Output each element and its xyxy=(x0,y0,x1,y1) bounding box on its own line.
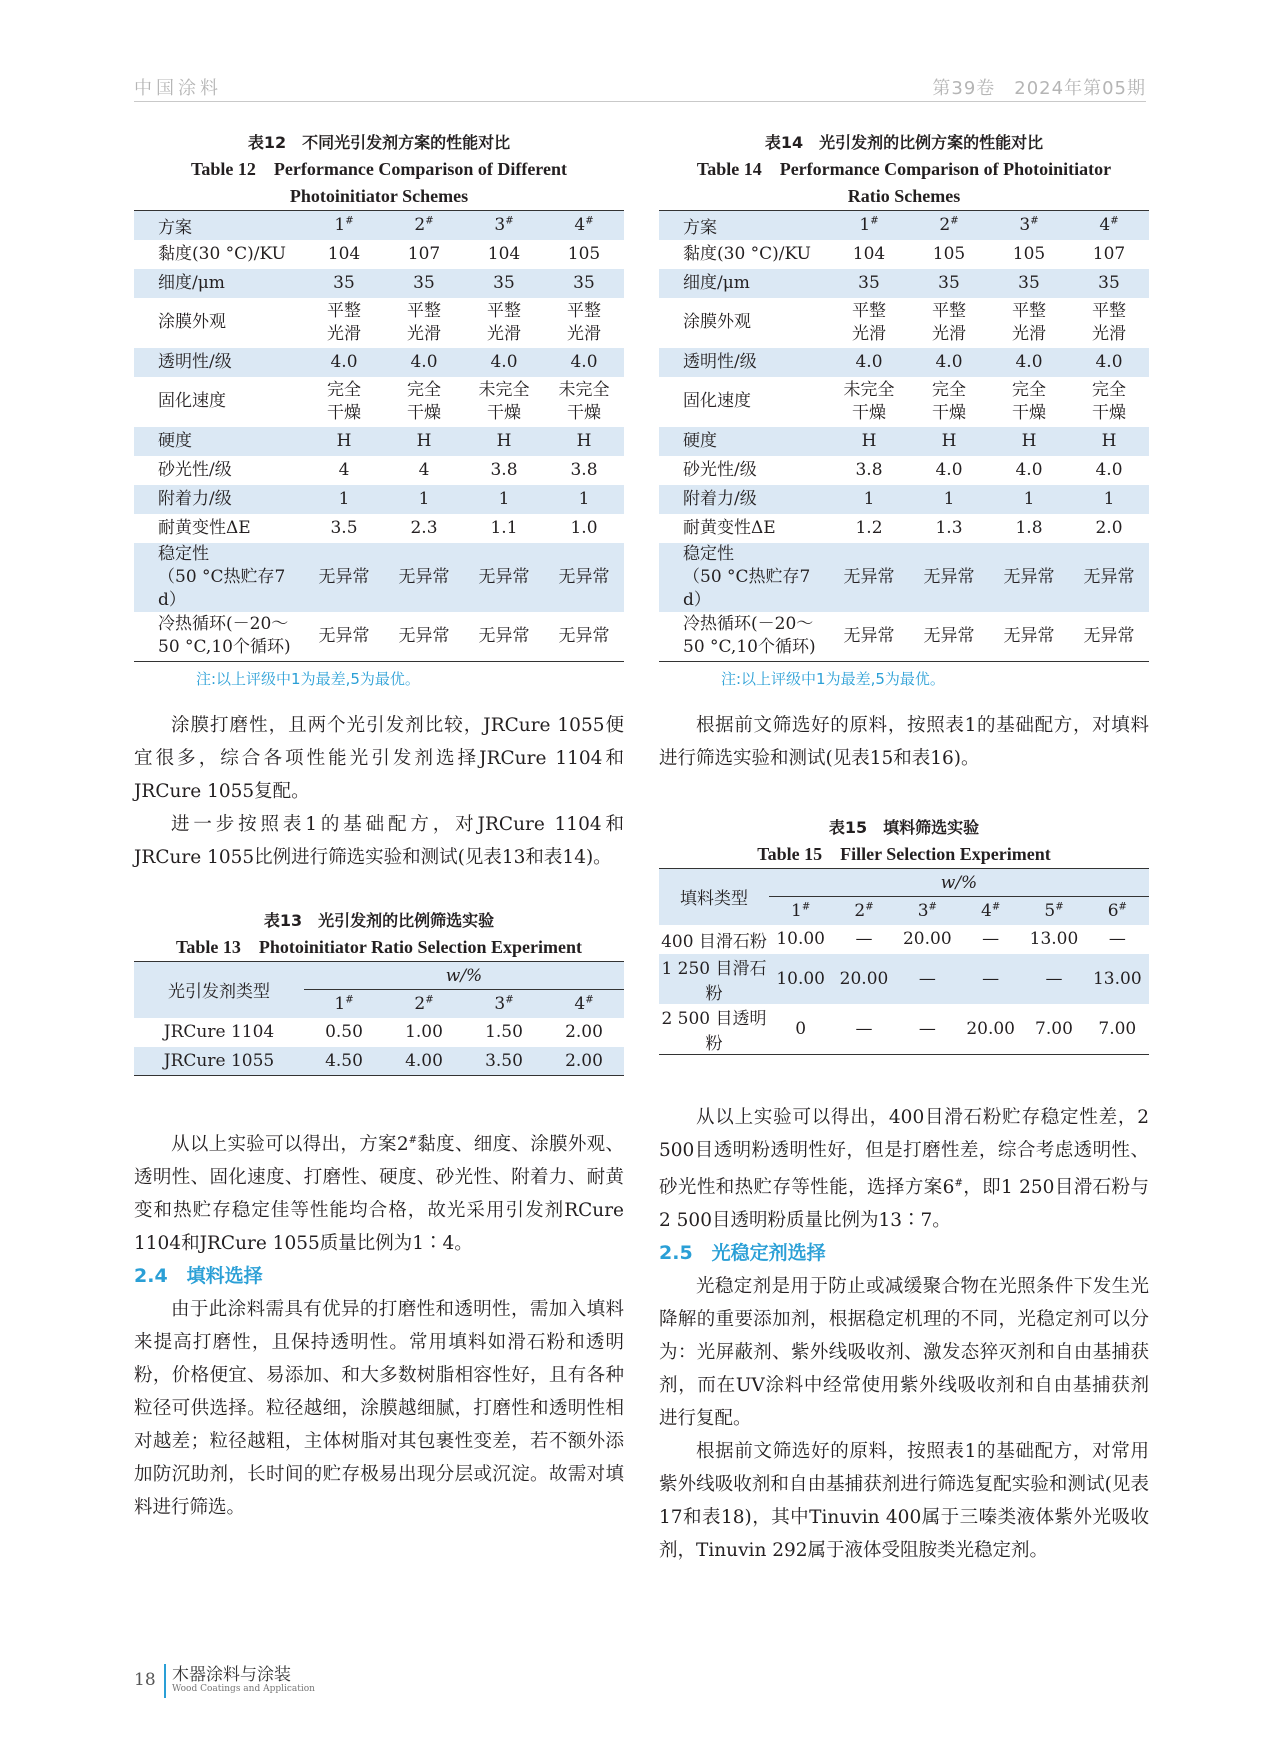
table-cell: 3.8 xyxy=(490,459,518,480)
journal-name: 中国涂料 xyxy=(134,78,222,99)
table-cell: — xyxy=(855,1018,873,1039)
table-cell: 无异常 xyxy=(558,625,610,646)
table-cell: 13.00 xyxy=(1029,929,1079,949)
table-cell: 4.50 xyxy=(304,1047,384,1076)
table-row xyxy=(134,298,624,348)
table-cell: 35 xyxy=(829,269,909,298)
table-cell: 1 xyxy=(909,485,989,514)
p2-pre: 从以上实验可以得出，400目滑石粉贮存稳定性差，2 500目透明粉透明性好，但是打磨性差，综合考虑透明性、砂光性和热贮存等性能，选择方案6 xyxy=(659,1106,1149,1198)
table-cell: 无异常 xyxy=(1069,543,1149,612)
table-cell: 2.00 xyxy=(565,1022,603,1042)
scheme-header-4 xyxy=(544,990,624,1018)
p3-pre: 从以上实验可以得出，方案2 xyxy=(171,1134,409,1156)
table-cell: 35 xyxy=(989,269,1069,298)
table-cell: 35 xyxy=(384,269,464,298)
row-label: 涂膜外观 xyxy=(158,312,226,332)
table-cell: 平整 光滑 xyxy=(567,300,601,344)
table-cell: 104 xyxy=(487,243,521,264)
table-cell: — xyxy=(896,954,959,1004)
table-cell: H xyxy=(464,427,544,456)
table-row xyxy=(659,543,1149,612)
table-cell: 1.2 xyxy=(855,517,883,538)
table-cell: 4.00 xyxy=(384,1047,464,1076)
left-column xyxy=(134,130,624,1524)
table-cell: 1.8 xyxy=(1015,517,1043,538)
table-cell: 完全 干燥 xyxy=(1012,379,1046,423)
left-paragraph-1: 涂膜打磨性，且两个光引发剂比较，JRCure 1055便宜很多，综合各项性能光引发剂选择JRCure 1104和JRCure 1055复配。 xyxy=(134,715,624,802)
table-cell: 10.00 xyxy=(769,954,832,1004)
page-number: 18 xyxy=(134,1670,156,1690)
unit-header: w/% xyxy=(769,869,1149,897)
table-cell: 2.3 xyxy=(410,517,438,538)
row-label: 固化速度 xyxy=(158,391,226,411)
table15-caption-en: Table 15 Filler Selection Experiment xyxy=(757,844,1051,864)
magazine-name-cn: 木器涂料与涂装 xyxy=(172,1665,291,1685)
scheme-header-1-mark: # xyxy=(870,215,879,227)
row-label: 400 目滑石粉 xyxy=(661,931,767,952)
scheme-header-4-num: 4 xyxy=(981,900,992,921)
scheme-header-2 xyxy=(832,897,895,925)
scheme-header-1 xyxy=(304,211,384,240)
row-label: 黏度(30 °C)/KU xyxy=(158,243,286,264)
right-column xyxy=(659,130,1149,1567)
table-cell: 4.0 xyxy=(909,348,989,377)
table-cell: 4.0 xyxy=(829,348,909,377)
table-cell: 107 xyxy=(1092,243,1126,264)
scheme-header-4-mark: # xyxy=(585,994,594,1006)
table-row xyxy=(134,269,624,298)
table-cell: H xyxy=(304,427,384,456)
scheme-header-2-mark: # xyxy=(425,215,434,227)
table-cell: H xyxy=(1069,427,1149,456)
table-cell: 平整 光滑 xyxy=(932,300,966,344)
table-cell: 1 xyxy=(304,485,384,514)
right-paragraph-4: 根据前文筛选好的原料，按照表1的基础配方，对常用紫外线吸收剂和自由基捕获剂进行筛选复配实验和测试(见表17和表18)，其中Tinuvin 400属于三嗪类液体紫外光吸收剂，Tinuvin 292属于液体受阻胺类光稳定剂。 xyxy=(659,1440,1149,1561)
table14-caption-en-1: Table 14 Performance Comparison of Photoinitiator xyxy=(696,159,1112,179)
header-cell: 方案 xyxy=(659,211,829,240)
table-cell: — xyxy=(1022,954,1085,1004)
table-cell: 4.0 xyxy=(1069,348,1149,377)
table12-caption-en-2: Photoinitiator Schemes xyxy=(289,186,469,206)
table12-caption-en-1: Table 12 Performance Comparison of Different xyxy=(191,159,567,179)
table-row xyxy=(659,456,1149,485)
scheme-header-4-num: 4 xyxy=(574,215,586,236)
table-cell: 未完全 干燥 xyxy=(478,379,530,423)
table-cell: 完全 干燥 xyxy=(327,379,361,423)
table-cell: 平整 光滑 xyxy=(1012,300,1046,344)
scheme-header-3 xyxy=(464,211,544,240)
table-cell: 104 xyxy=(852,243,886,264)
table-row xyxy=(659,954,1149,1004)
table13-caption-cn: 表13 光引发剂的比例筛选实验 xyxy=(263,911,495,930)
table-cell: 未完全 干燥 xyxy=(843,379,895,423)
scheme-header-3-mark: # xyxy=(1030,215,1039,227)
table-cell: 105 xyxy=(567,243,601,264)
table-cell: H xyxy=(909,427,989,456)
table-row xyxy=(134,377,624,427)
scheme-header-4-mark: # xyxy=(585,215,594,227)
scheme-header-1-num: 1 xyxy=(859,215,871,236)
scheme-header-4-mark: # xyxy=(991,901,1001,913)
scheme-header-1-mark: # xyxy=(801,901,811,913)
scheme-header-4-num: 4 xyxy=(1099,215,1111,236)
table-cell: 无异常 xyxy=(384,543,464,612)
table-cell: 无异常 xyxy=(989,543,1069,612)
table-cell: 1.50 xyxy=(485,1022,523,1042)
table-cell: 1 xyxy=(544,485,624,514)
table-cell: 10.00 xyxy=(776,929,825,949)
table-cell: 35 xyxy=(464,269,544,298)
left-paragraph-4: 由于此涂料需具有优异的打磨性和透明性，需加入填料来提高打磨性，且保持透明性。常用填料如滑石粉和透明粉，价格便宜、易添加、和大多数树脂相容性好，且有各种粒径可供选择。粒径越细，涂膜越细腻，打磨性和透明性相对越差；粒径越粗，主体树脂对其包裹性变差，若不额外添加防沉助剂，长时间的贮存极易出现分层或沉淀。故需对填料进行筛选。 xyxy=(134,1299,624,1519)
right-paragraph-3: 光稳定剂是用于防止或减缓聚合物在光照条件下发生光降解的重要添加剂，根据稳定机理的不同，光稳定剂可以分为：光屏蔽剂、紫外线吸收剂、激发态猝灭剂和自由基捕获剂，而在UV涂料中经常使用紫外线吸收剂和自由基捕获剂进行复配。 xyxy=(659,1275,1149,1429)
table-row xyxy=(134,456,624,485)
table-cell: 无异常 xyxy=(398,625,450,646)
table-cell: 4.0 xyxy=(464,348,544,377)
table-row xyxy=(659,298,1149,348)
scheme-header-1-num: 1 xyxy=(334,993,346,1014)
table-cell: H xyxy=(989,427,1069,456)
right-paragraph-1: 根据前文筛选好的原料，按照表1的基础配方，对填料进行筛选实验和测试(见表15和表16)。 xyxy=(659,715,1149,769)
row-label: 硬度 xyxy=(659,427,829,456)
table-cell: 1.0 xyxy=(570,517,598,538)
scheme-header-5 xyxy=(1022,897,1085,925)
table-row xyxy=(659,377,1149,427)
table-cell: 105 xyxy=(932,243,966,264)
table-cell: — xyxy=(1108,929,1126,949)
table-cell: 无异常 xyxy=(478,625,530,646)
section-2-5-heading: 2.5 光稳定剂选择 xyxy=(659,1241,826,1264)
scheme-header-2-num: 2 xyxy=(939,215,951,236)
table-cell: — xyxy=(982,929,1000,949)
table-cell: 平整 光滑 xyxy=(487,300,521,344)
magazine-name-en: Wood Coatings and Application xyxy=(172,1684,315,1694)
row-label: 稳定性 （50 °C热贮存7 d） xyxy=(134,543,304,612)
table-cell: H xyxy=(544,427,624,456)
table-row xyxy=(659,269,1149,298)
row-label: 透明性/级 xyxy=(659,348,829,377)
table-cell: 3.50 xyxy=(464,1047,544,1076)
table-cell: — xyxy=(855,929,873,949)
scheme-header-3-num: 3 xyxy=(1019,215,1031,236)
scheme-header-5-mark: # xyxy=(1055,901,1064,913)
scheme-header-6-mark: # xyxy=(1118,901,1127,913)
scheme-header-3-mark: # xyxy=(505,215,514,227)
table12 xyxy=(134,210,624,662)
table-row xyxy=(134,543,624,612)
table-row xyxy=(659,348,1149,377)
scheme-header-1-mark: # xyxy=(345,994,354,1006)
row-label: 砂光性/级 xyxy=(683,459,757,480)
table13 xyxy=(134,961,624,1076)
scheme-header-1-num: 1 xyxy=(334,215,346,236)
table-cell: 35 xyxy=(544,269,624,298)
table-cell: 7.00 xyxy=(1098,1018,1137,1039)
row-label: 1 250 目滑石粉 xyxy=(659,954,769,1004)
table-cell: 4.0 xyxy=(544,348,624,377)
table-cell: 完全 干燥 xyxy=(407,379,441,423)
table-row xyxy=(134,1047,624,1076)
table-cell: 7.00 xyxy=(1035,1018,1073,1039)
table-cell: 无异常 xyxy=(829,543,909,612)
table14-note: 注:以上评级中1为最差,5为最优。 xyxy=(721,670,945,688)
table-cell: 平整 光滑 xyxy=(852,300,886,344)
header-cell: 方案 xyxy=(134,211,304,240)
row-label: 透明性/级 xyxy=(134,348,304,377)
table-cell: 1 xyxy=(384,485,464,514)
table14-caption-en-2: Ratio Schemes xyxy=(847,186,961,206)
row-label: 耐黄变性ΔE xyxy=(683,517,776,538)
table-cell: 4.0 xyxy=(989,348,1069,377)
scheme-header-3-num: 3 xyxy=(917,900,929,921)
table-row xyxy=(659,514,1149,543)
table-cell: 1 xyxy=(1069,485,1149,514)
table-row xyxy=(659,427,1149,456)
table-cell: 完全 干燥 xyxy=(1092,379,1126,423)
scheme-header-2-num: 2 xyxy=(414,215,426,236)
table-cell: 无异常 xyxy=(923,625,975,646)
scheme-header-1-num: 1 xyxy=(791,900,802,921)
table-header-row xyxy=(134,962,624,990)
table-row xyxy=(659,485,1149,514)
row-label: 附着力/级 xyxy=(134,485,304,514)
table-cell: 2.00 xyxy=(544,1047,624,1076)
table-row xyxy=(659,925,1149,954)
table-row xyxy=(134,514,624,543)
section-2-4-heading: 2.4 填料选择 xyxy=(134,1265,263,1288)
table-cell: H xyxy=(829,427,909,456)
row-label: 冷热循环(－20～ 50 °C,10个循环) xyxy=(158,614,291,658)
table-cell: 1 xyxy=(829,485,909,514)
table-cell: 无异常 xyxy=(304,543,384,612)
table-cell: 4.0 xyxy=(1095,459,1123,480)
table-cell: 1.3 xyxy=(935,517,963,538)
table-cell: 4.0 xyxy=(935,459,963,480)
scheme-header-4 xyxy=(959,897,1022,925)
type-label-header: 填料类型 xyxy=(659,869,769,925)
table-cell: 20.00 xyxy=(902,929,952,949)
footer-divider xyxy=(164,1664,166,1698)
table-cell: 35 xyxy=(909,269,989,298)
table-cell: 未完全 干燥 xyxy=(558,379,610,423)
table-row xyxy=(134,348,624,377)
scheme-header-4 xyxy=(544,211,624,240)
type-label-header: 光引发剂类型 xyxy=(134,962,304,1018)
table-row xyxy=(659,240,1149,269)
scheme-header-2-num: 2 xyxy=(414,993,426,1014)
table-row xyxy=(134,612,624,662)
table-cell: 无异常 xyxy=(1083,625,1135,646)
scheme-header-2-num: 2 xyxy=(854,900,866,921)
table-cell: 无异常 xyxy=(1003,625,1055,646)
table-cell: — xyxy=(959,954,1022,1004)
table-cell: 13.00 xyxy=(1086,954,1149,1004)
scheme-header-2 xyxy=(384,211,464,240)
table12-note: 注:以上评级中1为最差,5为最优。 xyxy=(196,670,420,688)
scheme-header-2-mark: # xyxy=(425,994,434,1006)
scheme-header-3-mark: # xyxy=(928,901,937,913)
row-label: 砂光性/级 xyxy=(158,459,232,480)
table-cell: 3.5 xyxy=(330,517,358,538)
table-cell: 20.00 xyxy=(966,1018,1015,1039)
scheme-header-3-mark: # xyxy=(505,994,514,1006)
table14 xyxy=(659,210,1149,662)
scheme-header-2-mark: # xyxy=(950,215,959,227)
row-label: 涂膜外观 xyxy=(683,312,751,332)
row-label: JRCure 1104 xyxy=(163,1022,275,1042)
table-header-row xyxy=(659,869,1149,897)
table15 xyxy=(659,868,1149,1055)
table-cell: 1 xyxy=(464,485,544,514)
table-cell: 无异常 xyxy=(843,625,895,646)
scheme-header-1 xyxy=(769,897,832,925)
table14-caption-cn: 表14 光引发剂的比例方案的性能对比 xyxy=(764,133,1044,152)
left-paragraph-2: 进一步按照表1的基础配方，对JRCure 1104和JRCure 1055比例进行筛选实验和测试(见表13和表14)。 xyxy=(134,814,624,868)
table-cell: H xyxy=(384,427,464,456)
table-cell: 3.8 xyxy=(855,459,883,480)
row-label: 硬度 xyxy=(134,427,304,456)
table-cell: 平整 光滑 xyxy=(327,300,361,344)
table15-caption-cn: 表15 填料筛选实验 xyxy=(828,818,980,837)
scheme-header-3-num: 3 xyxy=(494,993,506,1014)
unit-header: w/% xyxy=(304,962,624,990)
scheme-header-2 xyxy=(384,990,464,1018)
scheme-header-3 xyxy=(896,897,959,925)
table-cell: 3.8 xyxy=(570,459,598,480)
table12-caption-cn: 表12 不同光引发剂方案的性能对比 xyxy=(247,133,511,152)
table13-caption-en: Table 13 Photoinitiator Ratio Selection Experiment xyxy=(176,937,582,957)
table-cell: 104 xyxy=(327,243,361,264)
scheme-header-3 xyxy=(464,990,544,1018)
row-label: 附着力/级 xyxy=(659,485,829,514)
table-row xyxy=(659,612,1149,662)
row-label: 冷热循环(－20～ 50 °C,10个循环) xyxy=(683,614,816,658)
scheme-header-6 xyxy=(1086,897,1149,925)
table-cell: 4.0 xyxy=(304,348,384,377)
table-cell: 无异常 xyxy=(544,543,624,612)
table-row xyxy=(134,240,624,269)
p3-post: 黏度、细度、涂膜外观、透明性、固化速度、打磨性、硬度、砂光性、附着力、耐黄变和热贮存稳定佳等性能均合格，故光采用引发剂RCure 1104和JRCure 1055质量比例为1∶4。 xyxy=(134,1134,624,1255)
right-paragraph-2 xyxy=(659,1101,1149,1237)
row-label: 细度/μm xyxy=(659,269,829,298)
scheme-header-4-mark: # xyxy=(1110,215,1119,227)
table-row xyxy=(134,485,624,514)
scheme-header-4-num: 4 xyxy=(574,993,586,1014)
table-cell: 1.1 xyxy=(490,517,518,538)
table-cell: 完全 干燥 xyxy=(932,379,966,423)
scheme-header-6-num: 6 xyxy=(1107,900,1119,921)
scheme-header-3 xyxy=(989,211,1069,240)
scheme-header-3-num: 3 xyxy=(494,215,506,236)
table-cell: 1 xyxy=(989,485,1069,514)
scheme-header-1-mark: # xyxy=(345,215,354,227)
row-label: 细度/μm xyxy=(134,269,304,298)
table-cell: 105 xyxy=(1012,243,1046,264)
table-cell: 0.50 xyxy=(325,1022,363,1042)
table-cell: 107 xyxy=(407,243,441,264)
table-cell: 无异常 xyxy=(318,625,370,646)
scheme-header-1 xyxy=(829,211,909,240)
row-label: 稳定性 （50 °C热贮存7 d） xyxy=(659,543,829,612)
table-cell: 无异常 xyxy=(909,543,989,612)
table-cell: 无异常 xyxy=(464,543,544,612)
row-label: 2 500 目透明粉 xyxy=(661,1008,767,1054)
row-label: 耐黄变性ΔE xyxy=(158,517,251,538)
table-cell: 1.00 xyxy=(405,1022,443,1042)
table-cell: 平整 光滑 xyxy=(407,300,441,344)
issue-info: 第39卷 2024年第05期 xyxy=(932,78,1146,99)
table-row xyxy=(134,427,624,456)
table-row xyxy=(659,1004,1149,1055)
p2-sup: # xyxy=(954,1177,963,1189)
row-label: JRCure 1055 xyxy=(134,1047,304,1076)
table-cell: 20.00 xyxy=(832,954,895,1004)
table-cell: 4.0 xyxy=(1015,459,1043,480)
table-cell: 0 xyxy=(795,1018,807,1039)
table-cell: 35 xyxy=(1069,269,1149,298)
table-cell: 4.0 xyxy=(384,348,464,377)
table-header-row xyxy=(659,211,1149,240)
table-cell: 4 xyxy=(418,459,430,480)
table-header-row xyxy=(134,211,624,240)
table-cell: — xyxy=(918,1018,936,1039)
table-cell: 4 xyxy=(338,459,350,480)
scheme-header-2-mark: # xyxy=(865,901,874,913)
table-cell: 平整 光滑 xyxy=(1092,300,1126,344)
scheme-header-4 xyxy=(1069,211,1149,240)
scheme-header-5-num: 5 xyxy=(1044,900,1056,921)
scheme-header-2 xyxy=(909,211,989,240)
scheme-header-1 xyxy=(304,990,384,1018)
p3-sup: # xyxy=(408,1135,417,1146)
table-row xyxy=(134,1018,624,1047)
row-label: 黏度(30 °C)/KU xyxy=(683,243,811,264)
row-label: 固化速度 xyxy=(683,391,751,411)
page-header xyxy=(134,74,1146,102)
left-paragraph-3 xyxy=(134,1124,624,1260)
table-cell: 35 xyxy=(304,269,384,298)
p2-post: ，即1 250目滑石粉与2 500目透明粉质量比例为13∶7。 xyxy=(659,1176,1149,1231)
table-cell: 2.0 xyxy=(1095,517,1123,538)
